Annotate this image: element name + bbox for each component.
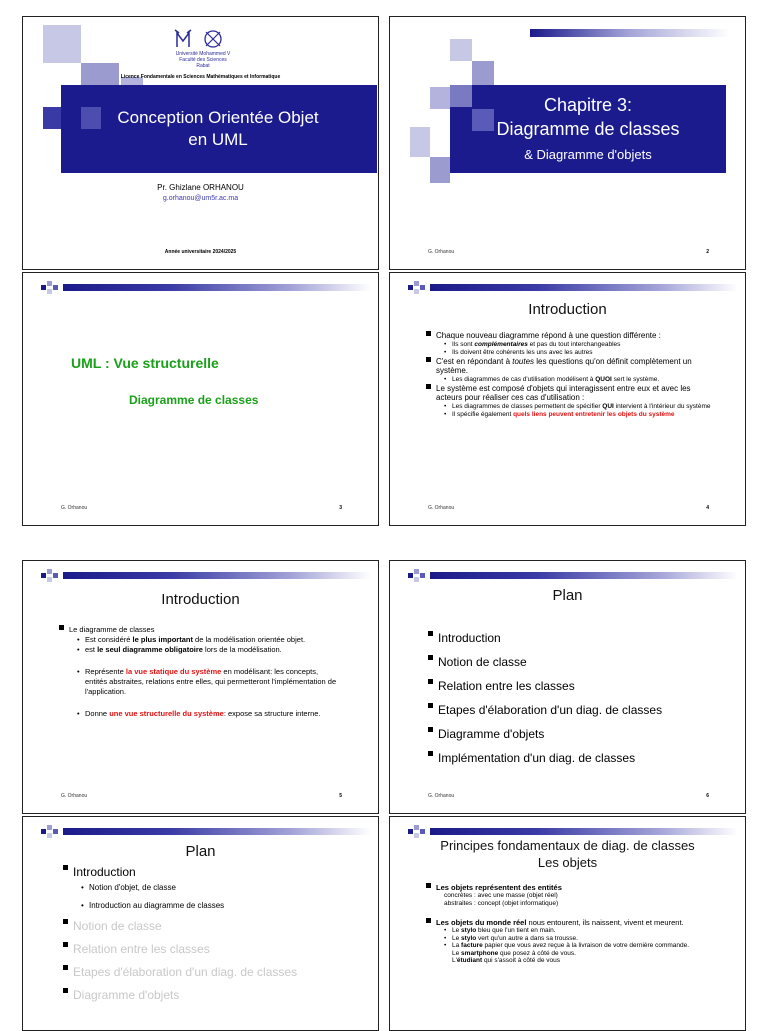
plan-item-faded: Diagramme d'objets bbox=[63, 988, 363, 1002]
section-heading: UML : Vue structurelle bbox=[71, 355, 219, 371]
slide-header bbox=[41, 825, 371, 837]
university-logo-icon bbox=[173, 27, 229, 51]
deco-square bbox=[430, 87, 450, 109]
slide-3-section bbox=[22, 272, 379, 526]
sub-bullet: • Notion d'objet, de classe bbox=[81, 883, 363, 893]
sub-bullet: • Ils doivent être cohérents les uns avec les autres bbox=[444, 349, 716, 357]
bullet-item: Les objets du monde réel nous entourent, ils naissent, vivent et meurent. • Le stylo bleu que l'un tient en main. • Le stylo vert qu'un autre a dans sa trousse. • La facture papier que vous avez reçue à la livraison de votre dernière commande. Le smartphone que posez à côté de vous. L'étudiant qui s'assoit à côté de vous bbox=[426, 918, 726, 965]
sub-bullet: • Est considéré le plus important de la modélisation orientée objet. bbox=[77, 635, 341, 645]
plan-item: Diagramme d'objets bbox=[428, 727, 728, 741]
plan-item: Introduction • Notion d'objet, de classe • Introduction au diagramme de classes bbox=[63, 865, 363, 911]
deck-title: Conception Orientée Objet en UML bbox=[117, 108, 319, 149]
sub-bullet: • La facture papier que vous avez reçue à la livraison de votre dernière commande. Le smartphone que posez à côté de vous. L'étudiant qui s'assoit à côté de vous bbox=[444, 942, 726, 965]
slide-7-plan bbox=[22, 816, 379, 1031]
sub-bullet: • Le stylo bleu que l'un tient en main. bbox=[444, 927, 726, 935]
plan-list bbox=[63, 865, 363, 1011]
slide-1-title bbox=[22, 16, 379, 270]
author-email[interactable]: g.orhanou@um5r.ac.ma bbox=[162, 195, 239, 202]
page-number: 5 bbox=[339, 793, 342, 799]
sub-bullet: • Introduction au diagramme de classes bbox=[81, 901, 363, 911]
deco-square bbox=[43, 25, 81, 63]
definition-line: concrètes : avec une masse (objet réel) bbox=[444, 892, 558, 899]
slide-body bbox=[59, 625, 341, 719]
page-number: 4 bbox=[706, 505, 709, 511]
slide-header bbox=[41, 281, 371, 293]
program-name: Licence Fondamentale en Sciences Mathématiques et Informatique bbox=[120, 74, 281, 80]
plan-item: Implémentation d'un diag. de classes bbox=[428, 751, 728, 765]
sub-bullet: • est le seul diagramme obligatoire lors de la modélisation. bbox=[77, 645, 341, 655]
plan-item: Relation entre les classes bbox=[428, 679, 728, 693]
footer-author: G. Orhanou bbox=[428, 793, 455, 799]
chapter-subtitle: & Diagramme d'objets bbox=[524, 147, 652, 162]
plan-item: Introduction bbox=[428, 631, 728, 645]
deco-square bbox=[43, 107, 61, 129]
slide-title: Principes fondamentaux de diag. de classes Les objets bbox=[440, 838, 695, 870]
slide-body bbox=[426, 331, 716, 419]
slide-title: Introduction bbox=[528, 301, 607, 318]
footer-author: G. Orhanou bbox=[61, 793, 88, 799]
author-name: Pr. Ghizlane ORHANOU bbox=[157, 183, 244, 192]
slide-2-chapter bbox=[389, 16, 746, 270]
bullet-item: Le diagramme de classes • Est considéré le plus important de la modélisation orientée objet. • est le seul diagramme obligatoire lors de la modélisation. • Représente la vue statique du système en modélisant: les concepts, entités abstraites, relations entre elles, qui permetteront l'implémentation de l'application. • Donne une vue structurelle du système: expose sa structure interne. bbox=[59, 625, 341, 719]
chapter-title: Chapitre 3: Diagramme de classes bbox=[496, 95, 680, 139]
slide-8-objects bbox=[389, 816, 746, 1031]
page-number: 3 bbox=[339, 505, 342, 511]
sub-bullet: • Ils sont complémentaires et pas du tout interchangeables bbox=[444, 341, 716, 349]
slide-6-plan bbox=[389, 560, 746, 814]
slide-title: Plan bbox=[552, 587, 583, 604]
slide-body bbox=[426, 883, 726, 965]
sub-bullet: • Représente la vue statique du système en modélisant: les concepts, entités abstraites, relations entre elles, qui permetteront l'implémentation de l'application. bbox=[77, 667, 341, 697]
plan-item-faded: Etapes d'élaboration d'un diag. de classes bbox=[63, 965, 363, 979]
sub-bullet: • Donne une vue structurelle du système: expose sa structure interne. bbox=[77, 709, 341, 719]
section-subheading: Diagramme de classes bbox=[129, 393, 259, 407]
plan-item-faded: Relation entre les classes bbox=[63, 942, 363, 956]
slide-header bbox=[408, 569, 738, 581]
deco-square bbox=[430, 157, 450, 183]
plan-item-faded: Notion de classe bbox=[63, 919, 363, 933]
slide-header bbox=[408, 281, 738, 293]
deco-square bbox=[472, 61, 494, 85]
sub-bullet: • Le stylo vert qu'un autre a dans sa trousse. bbox=[444, 935, 726, 943]
university-name: Université Mohammed V Faculté des Sciences Rabat bbox=[175, 51, 231, 69]
slide-title: Introduction bbox=[161, 591, 240, 608]
footer-author: G. Orhanou bbox=[61, 505, 88, 511]
bullet-item: Le système est composé d'objets qui interagissent entre eux et avec les acteurs pour réaliser ces cas d'utilisation : • Les diagrammes de classes permettent de spécifier QUI intervient à l'intérieur du système • Il spécifie également quels liens peuvent entretenir les objets du système bbox=[426, 384, 716, 419]
page-number: 6 bbox=[706, 793, 709, 799]
footer-author: G. Orhanou bbox=[428, 249, 455, 255]
bullet-item: C'est en répondant à toutes les questions qu'on définit complètement un système. • Les diagrammes de cas d'utilisation modélisent à QUOI sert le système. bbox=[426, 357, 716, 384]
slide-header bbox=[41, 569, 371, 581]
slide-header bbox=[408, 825, 738, 837]
header-bar bbox=[530, 29, 730, 37]
slide-title: Plan bbox=[185, 843, 216, 860]
bullet-item: Chaque nouveau diagramme répond à une question différente : • Ils sont complémentaires et pas du tout interchangeables • Ils doivent être cohérents les uns avec les autres bbox=[426, 331, 716, 357]
sub-bullet: • Les diagrammes de cas d'utilisation modélisent à QUOI sert le système. bbox=[444, 376, 716, 384]
sub-bullet: • Les diagrammes de classes permettent de spécifier QUI intervient à l'intérieur du système bbox=[444, 403, 716, 411]
slide-4-introduction bbox=[389, 272, 746, 526]
deco-square bbox=[450, 39, 472, 61]
plan-item: Etapes d'élaboration d'un diag. de classes bbox=[428, 703, 728, 717]
sub-bullet: • Il spécifie également quels liens peuvent entretenir les objets du système bbox=[444, 411, 716, 419]
plan-item: Notion de classe bbox=[428, 655, 728, 669]
page-number: 2 bbox=[706, 249, 709, 255]
footer-author: G. Orhanou bbox=[428, 505, 455, 511]
bullet-item: Les objets représentent des entités concrètes : avec une masse (objet réel) abstraites : concept (objet informatique) bbox=[426, 883, 726, 908]
definition-line: abstraites : concept (objet informatique) bbox=[444, 900, 559, 907]
academic-year: Année universitaire 2024/2025 bbox=[164, 249, 237, 255]
plan-list bbox=[428, 631, 728, 775]
deco-square bbox=[410, 127, 430, 157]
slide-5-introduction bbox=[22, 560, 379, 814]
